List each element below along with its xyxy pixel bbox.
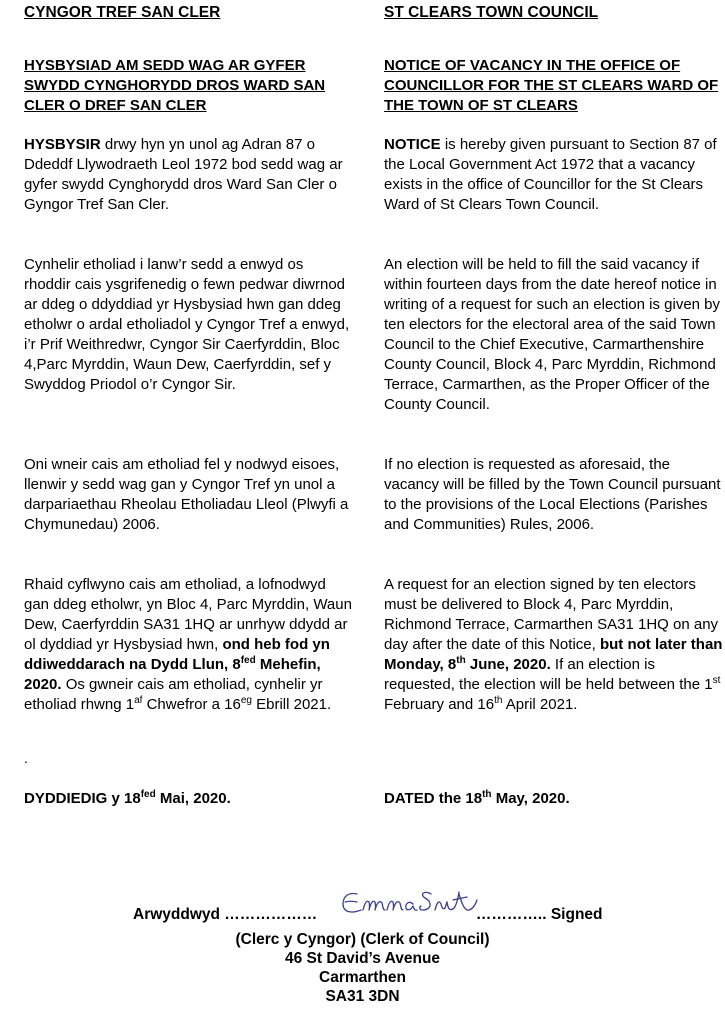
welsh-p4-deadline-a: ond heb fod yn ddiweddarach na Dydd Llun, 8 <box>24 636 330 673</box>
english-p1-text: is hereby given pursuant to Section 87 of the Local Government Act 1972 that a vacancy exists in the office of Councillor for the St Clears Ward of St Clears Town Council. <box>384 136 717 213</box>
english-notice-title: NOTICE OF VACANCY IN THE OFFICE OF COUNCILLOR FOR THE ST CLEARS WARD OF THE TOWN OF ST CLEARS <box>384 57 719 114</box>
welsh-paragraph-1 <box>24 135 354 215</box>
welsh-p4-text3: Chwefror a 16 <box>142 696 241 713</box>
english-p4-text2: If an election is requested, the election will be held between the 1 <box>384 656 713 693</box>
english-paragraph-2: An election will be held to fill the said vacancy if within fourteen days from the date hereof notice in writing of a request for such an election is given by ten electors for the electoral area of the said Town Council to the Chief Executive, Carmarthenshire County Council, Block 4, Parc Myrddin, Richmond Terrace, Carmarthen, as the Proper Officer of the County Council. <box>384 256 721 413</box>
welsh-paragraph-2: Cynhelir etholiad i lanw’r sedd a enwyd os rhoddir cais ysgrifenedig o fewn pedwar diwrnod ar ddeg o ddyddiad yr Hysbysiad hwn gan ddeg etholwr o ardal etholiadol y Cyngor Tref a enwyd, i’r Prif Weithredwr, Cyngor Sir Caerfyrddin, Bloc 4,Parc Myrddin, Waun Dew, Caerfyrddin, sef y Swyddog Priodol o’r Cyngor Sir. <box>24 256 350 393</box>
address-line-1: 46 St David’s Avenue <box>284 950 441 967</box>
english-p4-text1: A request for an election signed by ten electors must be delivered to Block 4, Parc Myrddin, Richmond Terrace, Carmarthen SA31 1HQ on any day after the date of this Notice, <box>384 576 719 653</box>
stray-dot: . <box>24 750 28 766</box>
english-signed-label: Signed <box>550 906 603 923</box>
sign-dots-right: ………….. <box>471 906 551 923</box>
welsh-paragraph-3: Oni wneir cais am etholiad fel y nodwyd eisoes, llenwir y sedd wag gan y Cyngor Tref yn unol a darpariaethau Rheolau Etholiadau Lleol (Plwyfi a Chymunedau) 2006. <box>24 456 349 533</box>
welsh-p4-text1: Rhaid cyflwyno cais am etholiad, a lofnodwyd gan ddeg etholwr, yn Bloc 4, Parc Myrddin, Waun Dew, Caerfyrddin SA31 1HQ ar unrhyw ddydd ar ol dyddiad yr Hysbysiad hwn, <box>24 576 352 653</box>
welsh-p1-lead: HYSBYSIR <box>24 136 101 153</box>
welsh-signed-label: Arwyddwyd <box>133 906 220 923</box>
sign-dots-left: ……………… <box>219 906 322 923</box>
english-dated-a: DATED the 18 <box>384 790 483 807</box>
english-paragraph-1 <box>384 135 724 215</box>
welsh-org-name: CYNGOR TREF SAN CLER <box>24 4 221 21</box>
welsh-p4-sup3: eg <box>240 695 252 706</box>
welsh-p4-sup1: fed <box>240 655 256 666</box>
welsh-p1-text: drwy hyn yn unol ag Adran 87 o Ddeddf Llywodraeth Leol 1972 bod sedd wag ar gyfer swydd Cynghorydd dros Ward San Cler o Gyngor Tref San Cler. <box>24 136 343 213</box>
welsh-notice-title: HYSBYSIAD AM SEDD WAG AR GYFER SWYDD CYNGHORYDD DROS WARD SAN CLER O DREF SAN CLER <box>24 57 326 114</box>
welsh-p4-deadline-b: Mehefin, 2020. <box>24 656 321 693</box>
english-column <box>384 4 724 807</box>
english-paragraph-4 <box>384 575 724 715</box>
english-p4-text3: February and 16 <box>384 696 495 713</box>
welsh-dated <box>24 789 354 809</box>
welsh-dated-sup: fed <box>140 789 156 800</box>
sign-line <box>133 906 603 924</box>
english-p4-sup2: st <box>712 675 721 686</box>
english-dated-b: May, 2020. <box>491 790 570 807</box>
english-p1-lead: NOTICE <box>384 136 441 153</box>
english-p4-sup3: th <box>494 695 503 706</box>
welsh-p4-sup2: af <box>134 695 143 706</box>
english-paragraph-3: If no election is requested as aforesaid, the vacancy will be filled by the Town Council pursuant to the provisions of the Local Elections (Parishes and Communities) Rules, 2006. <box>384 456 721 533</box>
welsh-dated-b: Mai, 2020. <box>155 790 231 807</box>
welsh-column <box>24 4 354 807</box>
welsh-p4-text4: Ebrill 2021. <box>251 696 332 713</box>
welsh-p4-text2: Os gwneir cais am etholiad, cynhelir yr etholiad rhwng 1 <box>24 676 323 713</box>
clerk-role: (Clerc y Cyngor) (Clerk of Council) <box>235 931 490 948</box>
english-p4-deadline-b: June, 2020. <box>465 656 551 673</box>
english-org-name: ST CLEARS TOWN COUNCIL <box>384 4 599 21</box>
english-p4-text4: April 2021. <box>502 696 578 713</box>
clerk-address <box>0 930 725 1006</box>
address-line-2: Carmarthen <box>319 969 406 986</box>
english-p4-deadline-a: but not later than Monday, 8 <box>384 636 723 673</box>
english-dated-sup: th <box>482 789 492 800</box>
address-line-3: SA31 3DN <box>325 988 400 1005</box>
english-dated <box>384 789 724 809</box>
welsh-dated-a: DYDDIEDIG y 18 <box>24 790 141 807</box>
welsh-paragraph-4 <box>24 575 354 715</box>
english-p4-sup1: th <box>456 655 466 666</box>
